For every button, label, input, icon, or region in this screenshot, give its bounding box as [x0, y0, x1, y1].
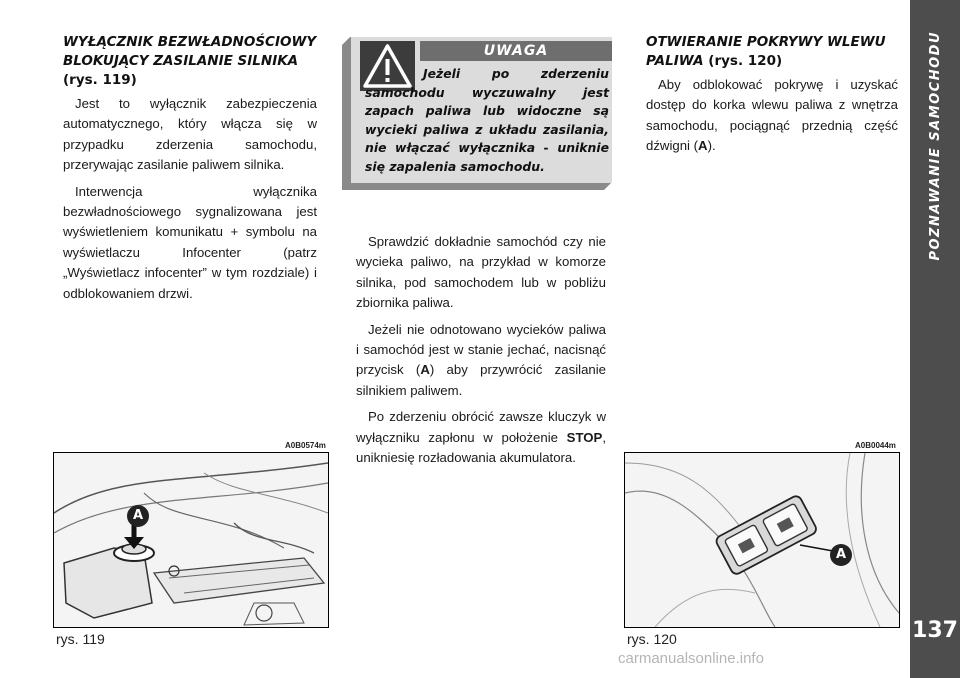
warning-text-block — [365, 65, 609, 176]
fuel-flap-text-c: ). — [707, 138, 716, 154]
warning-box-panel — [351, 37, 612, 183]
inertia-switch-figure-ref: (rys. 119) — [63, 72, 137, 88]
page-number: 137 — [912, 618, 958, 643]
reset-text-a: Jeżeli nie odnotowano wycieków paliwa i samochód jest w stanie jechać, nacisnąć przycisk ( — [356, 321, 606, 378]
inertia-switch-paragraph-1: Jest to wyłącznik zabezpieczenia automatycznego, który włącza się w przypadku zderzenia samochodu, przerywając zasilanie paliwem silnika. — [63, 96, 317, 173]
fuel-flap-figure-ref: (rys. 120) — [708, 53, 783, 69]
watermark: carmanualsonline.info — [618, 650, 764, 667]
fuel-flap-title: OTWIERANIE POKRYWY WLEWU PALIWA — [646, 34, 886, 69]
section-label — [910, 16, 960, 276]
figure-119-code: A0B0574m — [285, 441, 326, 450]
reset-button-paragraph — [356, 320, 606, 402]
figure-119-caption: rys. 119 — [56, 631, 105, 647]
warning-title: UWAGA — [420, 41, 612, 61]
figure-120-marker: A — [830, 544, 852, 566]
reset-text-c: ) aby przywrócić zasilanie silnikiem paliwem. — [356, 362, 606, 398]
inertia-switch-title: WYŁĄCZNIK BEZWŁADNOŚCIOWY BLOKUJĄCY ZASILANIE SILNIKA — [63, 34, 317, 69]
check-leaks-paragraph: Sprawdzić dokładnie samochód czy nie wycieka paliwo, na przykład w komorze silnika, pod samochodem lub w pobliżu zbiornika paliwa. — [356, 234, 606, 311]
fuel-flap-text-marker: A — [698, 138, 708, 154]
fuel-flap-section — [646, 33, 898, 163]
warning-box — [342, 37, 612, 190]
fuel-flap-paragraph — [646, 75, 898, 157]
fuel-flap-heading — [646, 33, 898, 71]
stop-text-c: , unikniesię rozładowania akumulatora. — [356, 429, 606, 466]
warning-text: Jeżeli po zderzeniu samochodu wyczuwalny jest zapach paliwa lub widoczne są wycieki paliwa z układu zasilania, nie włączać wyłącznika - uniknie się zapalenia samochodu. — [365, 66, 609, 174]
inertia-switch-heading — [63, 33, 317, 90]
reset-text-marker: A — [420, 362, 430, 378]
figure-120-code: A0B0044m — [855, 441, 896, 450]
fuel-flap-text-a: Aby odblokować pokrywę i uzyskać dostęp do korka wlewu paliwa z wnętrza samochodu, pociągnąć przednią część dźwigni ( — [646, 77, 898, 154]
section-label-text: POZNAWANIE SAMOCHODU — [927, 31, 943, 261]
figure-119-marker: A — [127, 505, 149, 527]
inertia-switch-continued — [356, 232, 606, 474]
inertia-switch-paragraph-2: Interwencja wyłącznika bezwładnościowego sygnalizowana jest wyświetleniem komunikatu + symbolu na wyświetlaczu Infocenter (patrz „Wyświetlacz infocenter” w tym rozdziale) i odblokowaniem drzwi. — [63, 183, 317, 301]
figure-120-illustration — [624, 452, 900, 628]
figure-120-caption: rys. 120 — [627, 631, 677, 647]
figure-119-illustration — [53, 452, 329, 628]
ignition-stop-paragraph — [356, 407, 606, 468]
inertia-switch-section — [63, 33, 317, 310]
stop-text-a: Po zderzeniu obrócić zawsze kluczyk w wyłączniku zapłonu w położenie — [356, 409, 606, 445]
stop-text-keyword: STOP — [566, 429, 603, 445]
